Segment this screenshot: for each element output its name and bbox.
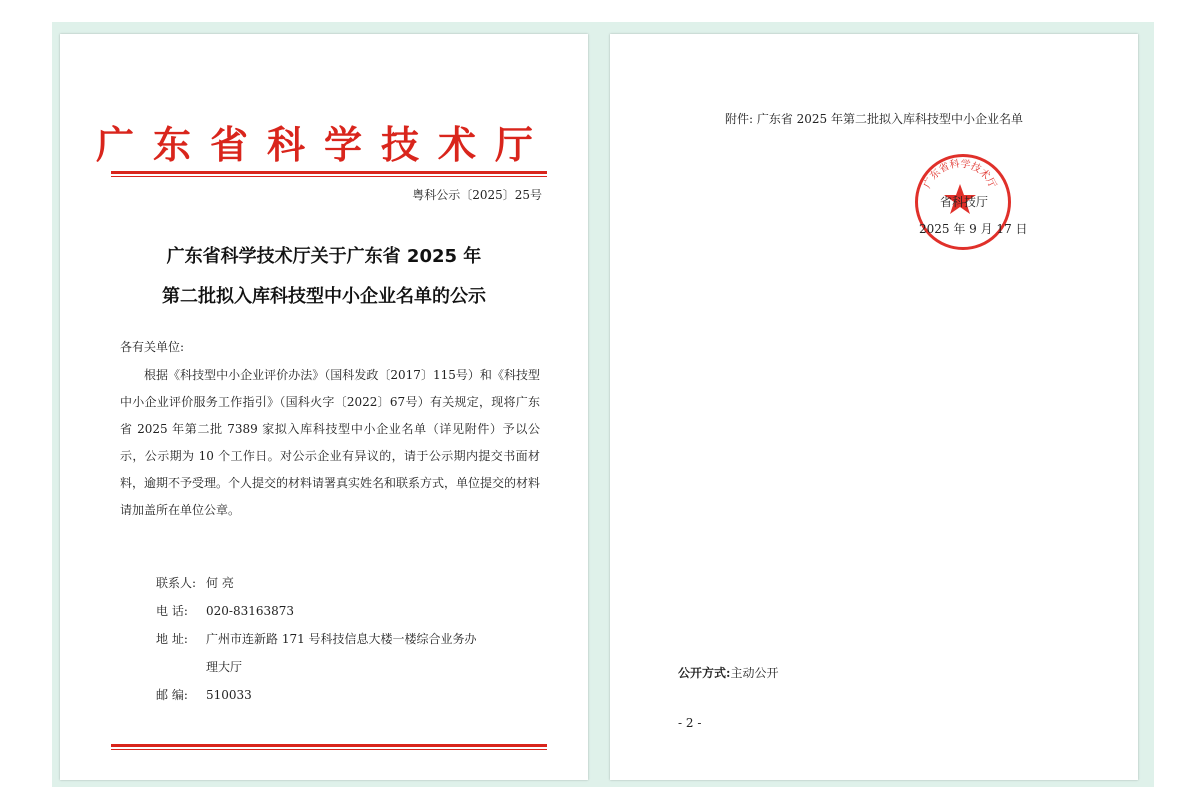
contact-person-label: 联系人:	[156, 576, 197, 590]
footer-rule-thick	[111, 744, 547, 747]
salutation: 各有关单位:	[120, 340, 185, 354]
contact-address	[156, 630, 477, 647]
contact-phone-label: 电 话:	[156, 604, 188, 618]
disclosure-value: 主动公开	[730, 666, 779, 680]
contact-postcode	[156, 686, 252, 703]
contact-address-label: 地 址:	[156, 632, 188, 646]
attachment-title: 附件: 广东省 2025 年第二批拟入库科技型中小企业名单	[724, 112, 1024, 126]
seal-arc-text: 广东省科学技术厅	[922, 158, 998, 191]
document-viewer[interactable]	[52, 22, 1154, 787]
contact-phone-value: 020-83163873	[206, 604, 295, 618]
document-page-1	[60, 34, 588, 780]
document-page-2	[610, 34, 1138, 780]
document-number: 粤科公示〔2025〕25号	[412, 188, 542, 202]
disclosure-method	[678, 664, 778, 681]
masthead-title: 广东省科学技术厅	[95, 123, 552, 167]
contact-person-value: 何 亮	[206, 576, 234, 590]
notice-body	[120, 362, 540, 524]
contact-person	[156, 574, 234, 591]
body-paragraph: 根据《科技型中小企业评价办法》（国科发政〔2017〕115号）和《科技型中小企业评价服务工作指引》（国科火字〔2022〕67号）有关规定，现将广东省 2025 年第二批 7389 家拟入库科技型中小企业名单（详见附件）予以公示，公示期为 10 个工作日。对公示企业有异议的，请于公示期内提交书面材料，逾期不予受理。个人提交的材料请署真实姓名和联系方式，单位提交的材料请加盖所在单位公章。	[120, 368, 541, 517]
footer-rule-thin	[111, 749, 547, 750]
masthead-rule-thick	[111, 171, 547, 174]
contact-phone	[156, 602, 294, 619]
masthead-rule-thin	[111, 176, 547, 177]
contact-address-line1: 广州市连新路 171 号科技信息大楼一楼综合业务办	[206, 632, 477, 646]
page-number: - 2 -	[678, 716, 702, 730]
notice-title-line1: 广东省科学技术厅关于广东省 2025 年	[166, 246, 482, 267]
notice-title-line2: 第二批拟入库科技型中小企业名单的公示	[162, 286, 486, 307]
contact-address-continued: 理大厅	[206, 660, 243, 674]
issue-date: 2025 年 9 月 17 日	[919, 222, 1028, 236]
contact-postcode-label: 邮 编:	[156, 688, 188, 702]
contact-postcode-value: 510033	[206, 688, 252, 702]
issuer-name: 省科技厅	[940, 195, 989, 209]
disclosure-label: 公开方式:	[678, 666, 731, 680]
